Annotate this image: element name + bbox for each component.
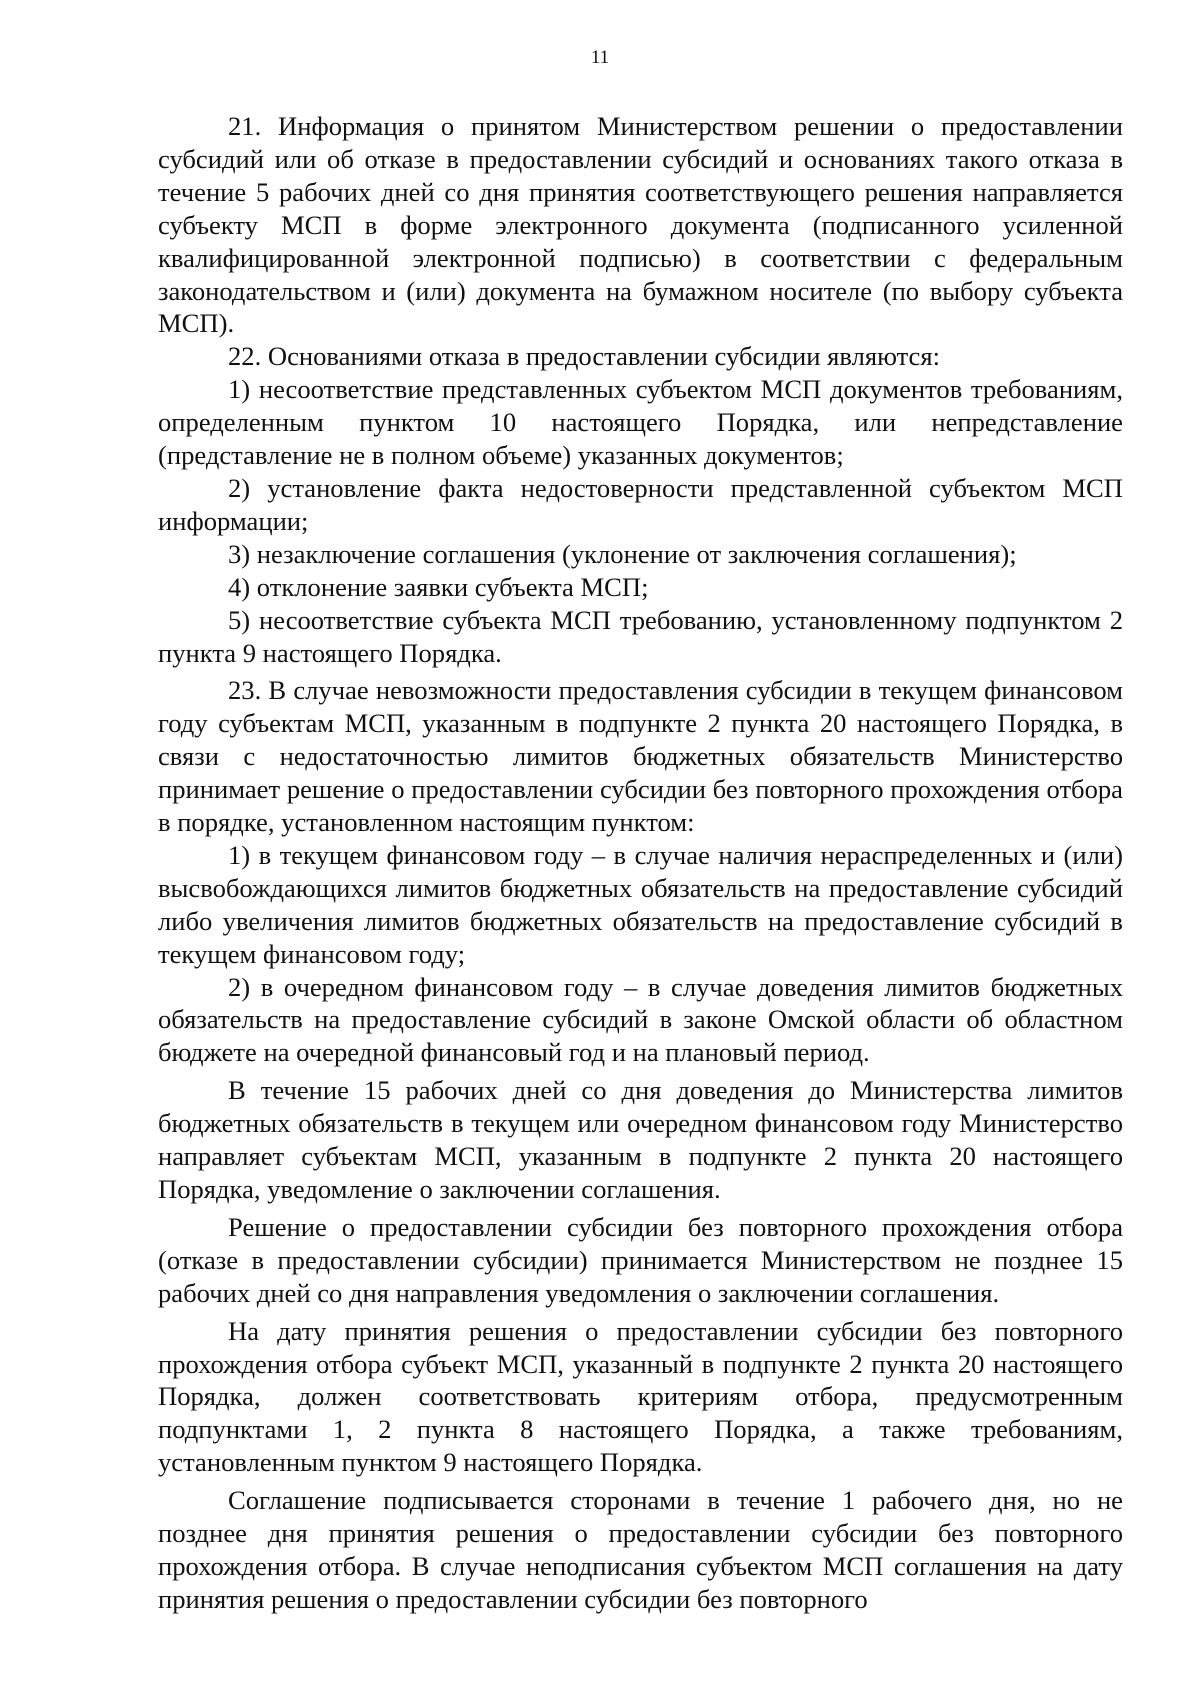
paragraph-22-item-3: 3) незаключение соглашения (уклонение от заключения соглашения); bbox=[228, 538, 1017, 569]
paragraph-23-limits: В течение 15 рабочих дней со дня доведения до Министерства лимитов бюджетных обязательств в текущем или очередном финансовом году Министерство направляет субъектам МСП, указанным в подпункте 2 пункта 20 настоящего Порядка, уведомление о заключении соглашения. bbox=[158, 1075, 1123, 1204]
document-body bbox=[158, 110, 1123, 1616]
page-number: 11 bbox=[590, 47, 610, 68]
paragraph-22-item-4: 4) отклонение заявки субъекта МСП; bbox=[228, 571, 649, 602]
paragraph-22: 22. Основаниями отказа в предоставлении субсидии являются: bbox=[228, 341, 940, 372]
paragraph-21: 21. Информация о принятом Министерством решении о предоставлении субсидий или об отказе в предоставлении субсидий и основаниях такого отказа в течение 5 рабочих дней со дня принятия соответствующего решения направляется субъекту МСП в форме электронного документа (подписанного усиленной квалифицированной электронной подписью) в соответствии с федеральным законодательством и (или) документа на бумажном носителе (по выбору субъекта МСП). bbox=[158, 111, 1123, 339]
paragraph-23-criteria: На дату принятия решения о предоставлении субсидии без повторного прохождения отбора субъект МСП, указанный в подпункте 2 пункта 20 настоящего Порядка, должен соответствовать критериям отбора, предусмотренным подпунктами 1, 2 пункта 8 настоящего Порядка, а также требованиям, установленным пунктом 9 настоящего Порядка. bbox=[158, 1315, 1123, 1478]
paragraph-23: 23. В случае невозможности предоставления субсидии в текущем финансовом году субъектам МСП, указанным в подпункте 2 пункта 20 настоящего Порядка, в связи с недостаточностью лимитов бюджетных обязательств Министерство принимает решение о предоставлении субсидии без повторного прохождения отбора в порядке, установленном настоящим пунктом: bbox=[158, 675, 1123, 838]
paragraph-23-decision: Решение о предоставлении субсидии без повторного прохождения отбора (отказе в предоставлении субсидии) принимается Министерством не позднее 15 рабочих дней со дня направления уведомления о заключении соглашения. bbox=[158, 1211, 1123, 1308]
paragraph-22-item-5: 5) несоответствие субъекта МСП требованию, установленному подпунктом 2 пункта 9 настоящего Порядка. bbox=[158, 604, 1123, 668]
paragraph-23-agreement: Соглашение подписывается сторонами в течение 1 рабочего дня, но не позднее дня принятия решения о предоставлении субсидии без повторного прохождения отбора. В случае неподписания субъектом МСП соглашения на дату принятия решения о предоставлении субсидии без повторного bbox=[158, 1485, 1123, 1614]
paragraph-23-item-1: 1) в текущем финансовом году – в случае наличия нераспределенных и (или) высвобождающихся лимитов бюджетных обязательств на предоставление субсидий либо увеличения лимитов бюджетных обязательств на предоставление субсидий в текущем финансовом году; bbox=[158, 839, 1123, 969]
paragraph-23-item-2: 2) в очередном финансовом году – в случае доведения лимитов бюджетных обязательств на предоставление субсидий в законе Омской области об областном бюджете на очередной финансовый год и на плановый период. bbox=[158, 971, 1123, 1068]
paragraph-22-item-2: 2) установление факта недостоверности представленной субъектом МСП информации; bbox=[158, 472, 1123, 536]
paragraph-22-item-1: 1) несоответствие представленных субъектом МСП документов требованиям, определенным пунктом 10 настоящего Порядка, или непредставление (представление не в полном объеме) указанных документов; bbox=[158, 374, 1123, 471]
